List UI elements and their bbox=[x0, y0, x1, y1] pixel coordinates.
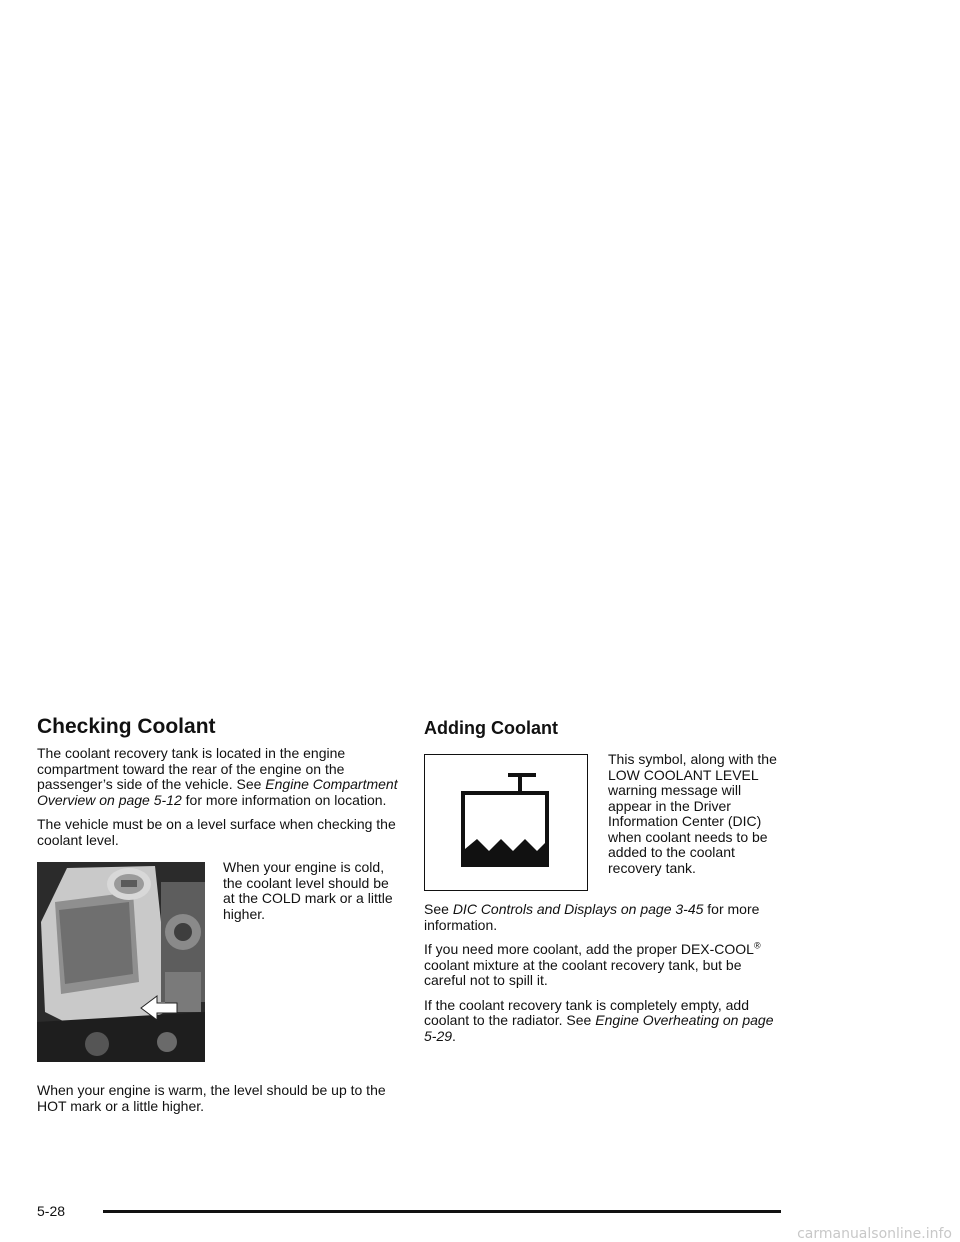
footer-divider bbox=[103, 1210, 781, 1213]
paragraph-text: coolant mixture at the coolant recovery tank, but be careful not to spill it. bbox=[424, 956, 742, 988]
paragraph-text: If you need more coolant, add the proper DEX-COOL bbox=[424, 941, 754, 957]
low-coolant-icon bbox=[424, 754, 588, 891]
cold-engine-text: When your engine is cold, the coolant level should be at the COLD mark or a little higher. bbox=[223, 859, 393, 922]
section-heading-adding-coolant: Adding Coolant bbox=[424, 718, 558, 738]
symbol-description: This symbol, along with the LOW COOLANT LEVEL warning message will appear in the Driver Information Center (DIC) when coolant needs to be added to the coolant recovery tank. bbox=[608, 751, 777, 876]
paragraph-tank-location bbox=[37, 746, 407, 808]
paragraph-text: The coolant recovery tank is located in the engine compartment toward the rear of the engine on the passenger’s side of the vehicle. See bbox=[37, 745, 346, 792]
photo-row bbox=[37, 859, 407, 1074]
paragraph-text: for more information. bbox=[424, 901, 760, 933]
section-heading-checking-coolant: Checking Coolant bbox=[37, 715, 216, 738]
coolant-tank-photo bbox=[37, 862, 205, 1062]
paragraph-add-dexcool bbox=[424, 942, 784, 989]
right-column bbox=[424, 712, 784, 1053]
left-column bbox=[37, 712, 407, 1123]
paragraph-text: for more information on location. bbox=[185, 791, 387, 808]
watermark: carmanualsonline.info bbox=[797, 1226, 952, 1242]
paragraph-level-surface: The vehicle must be on a level surface when checking the coolant level. bbox=[37, 816, 396, 848]
symbol-row bbox=[424, 751, 784, 902]
cross-reference-link[interactable]: DIC Controls and Displays on page 3-45 bbox=[452, 901, 704, 917]
paragraph-text: If the coolant recovery tank is completely empty, add coolant to the radiator. See bbox=[424, 996, 750, 1028]
page-number: 5-28 bbox=[37, 1203, 66, 1219]
cross-reference-link[interactable]: Engine Compartment Overview on page 5-12 bbox=[37, 776, 398, 808]
paragraph-see-dic bbox=[424, 902, 784, 933]
paragraph-text: See bbox=[424, 901, 449, 917]
paragraph-text: . bbox=[452, 1027, 456, 1044]
paragraph-tank-empty bbox=[424, 998, 784, 1045]
paragraph-warm-engine: When your engine is warm, the level should be up to the HOT mark or a little higher. bbox=[37, 1082, 386, 1114]
registered-mark: ® bbox=[753, 940, 761, 951]
cross-reference-link[interactable]: Engine Overheating on page 5-29 bbox=[424, 1012, 774, 1044]
